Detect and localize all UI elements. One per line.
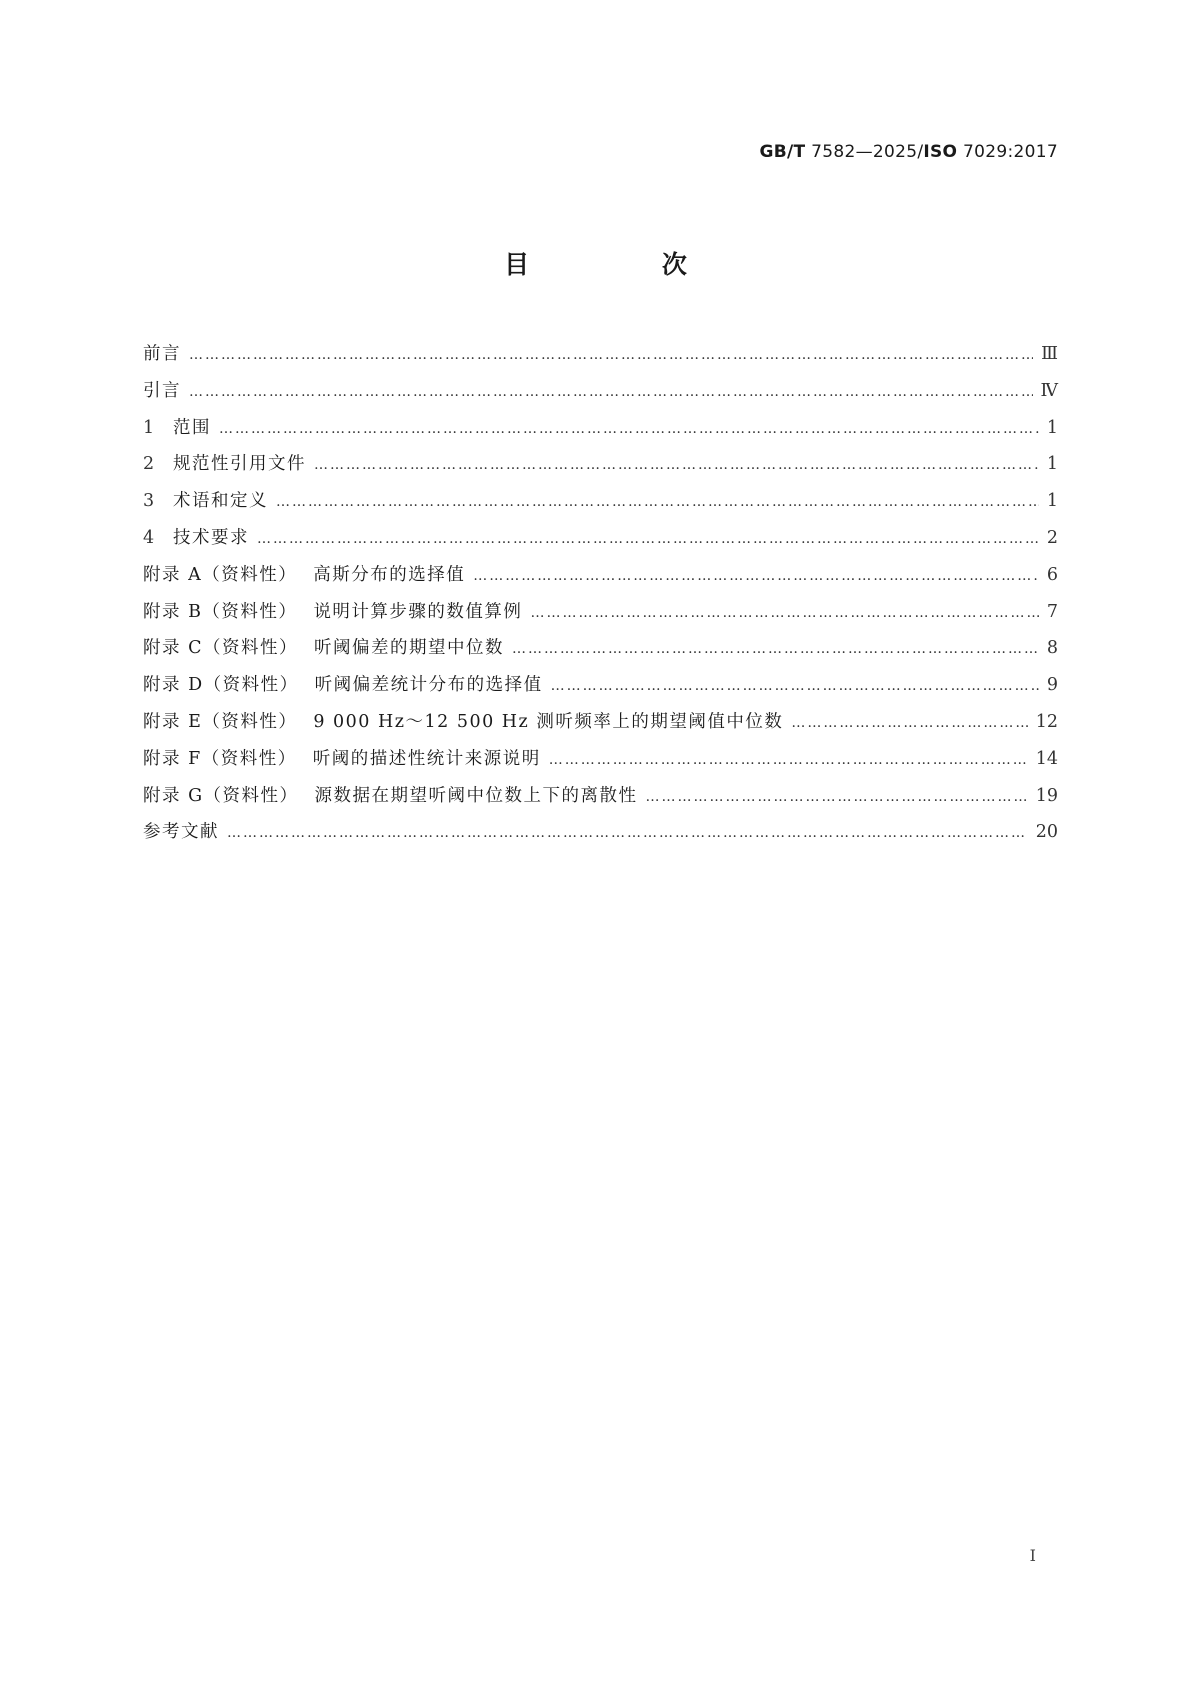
toc-page: 1 (1046, 454, 1058, 475)
standard-number: 7582—2025/ (811, 142, 924, 162)
toc-label: 引言 (143, 380, 181, 401)
toc-number: 3 (143, 491, 156, 512)
toc-number: 2 (143, 454, 156, 475)
toc-label: 听阈的描述性统计来源说明 (312, 748, 541, 769)
toc-label: 9 000 Hz～12 500 Hz 测听频率上的期望阈值中位数 (313, 711, 784, 732)
toc-entry-introduction[interactable] (143, 377, 1058, 414)
toc-title: 目 次 (504, 250, 749, 279)
toc-annex-prefix: 附录 F（资料性） (143, 748, 297, 769)
toc-page: Ⅲ (1041, 344, 1058, 364)
toc-leader-dots (551, 678, 1039, 694)
toc-page: 20 (1035, 822, 1058, 843)
toc-number: 1 (143, 417, 156, 438)
table-of-contents (143, 340, 1058, 855)
toc-page: 8 (1046, 638, 1058, 659)
toc-leader-dots (791, 715, 1027, 731)
toc-entry-annex-b[interactable] (143, 598, 1058, 635)
page-number: Ⅰ (1029, 1546, 1036, 1565)
toc-leader-dots (314, 457, 1039, 473)
toc-leader-dots (276, 494, 1039, 510)
standard-prefix: GB/T (759, 142, 806, 162)
toc-entry-scope[interactable] (143, 414, 1058, 451)
toc-page: Ⅳ (1040, 380, 1058, 401)
toc-leader-dots (227, 825, 1028, 841)
toc-label: 高斯分布的选择值 (313, 564, 466, 585)
toc-label: 规范性引用文件 (173, 454, 306, 475)
toc-page: 9 (1046, 675, 1058, 696)
toc-entry-foreword[interactable] (143, 340, 1058, 377)
toc-label: 源数据在期望听阈中位数上下的离散性 (314, 785, 638, 806)
toc-leader-dots (473, 568, 1039, 584)
toc-label: 听阈偏差统计分布的选择值 (314, 675, 543, 696)
toc-label: 参考文献 (143, 822, 219, 843)
toc-leader-dots (189, 384, 1033, 400)
toc-leader-dots (530, 605, 1038, 621)
toc-leader-dots (549, 752, 1028, 768)
toc-label: 前言 (143, 344, 181, 364)
toc-annex-prefix: 附录 C（资料性） (143, 638, 298, 659)
toc-leader-dots (512, 641, 1039, 657)
toc-entry-annex-e[interactable] (143, 708, 1058, 745)
toc-page: 1 (1046, 417, 1058, 438)
toc-page: 6 (1046, 564, 1058, 585)
iso-prefix: ISO (923, 142, 958, 162)
toc-annex-prefix: 附录 B（资料性） (143, 601, 298, 622)
toc-label: 说明计算步骤的数值算例 (313, 601, 523, 622)
toc-label: 技术要求 (173, 527, 249, 548)
toc-leader-dots (646, 789, 1028, 805)
toc-label: 范围 (173, 417, 211, 438)
toc-label: 术语和定义 (173, 491, 268, 512)
toc-leader-dots (189, 347, 1033, 363)
toc-entry-technical-requirements[interactable] (143, 524, 1058, 561)
toc-entry-terms-definitions[interactable] (143, 487, 1058, 524)
toc-entry-normative-references[interactable] (143, 450, 1058, 487)
standard-number-header (759, 142, 1058, 162)
toc-leader-dots (257, 531, 1039, 547)
toc-entry-bibliography[interactable] (143, 818, 1058, 855)
toc-page: 19 (1035, 785, 1058, 806)
toc-leader-dots (219, 421, 1039, 437)
toc-page: 7 (1046, 601, 1058, 622)
toc-annex-prefix: 附录 A（资料性） (143, 564, 298, 585)
toc-number: 4 (143, 527, 156, 548)
toc-entry-annex-c[interactable] (143, 634, 1058, 671)
toc-entry-annex-d[interactable] (143, 671, 1058, 708)
toc-entry-annex-f[interactable] (143, 745, 1058, 782)
toc-entry-annex-a[interactable] (143, 561, 1058, 598)
toc-annex-prefix: 附录 E（资料性） (143, 711, 298, 732)
toc-page: 1 (1046, 491, 1058, 512)
toc-entry-annex-g[interactable] (143, 782, 1058, 819)
toc-page: 14 (1035, 748, 1058, 769)
toc-label: 听阈偏差的期望中位数 (313, 638, 504, 659)
toc-annex-prefix: 附录 D（资料性） (143, 675, 299, 696)
toc-page: 12 (1035, 711, 1058, 732)
toc-annex-prefix: 附录 G（资料性） (143, 785, 299, 806)
toc-page: 2 (1046, 527, 1058, 548)
iso-number: 7029:2017 (963, 142, 1058, 162)
